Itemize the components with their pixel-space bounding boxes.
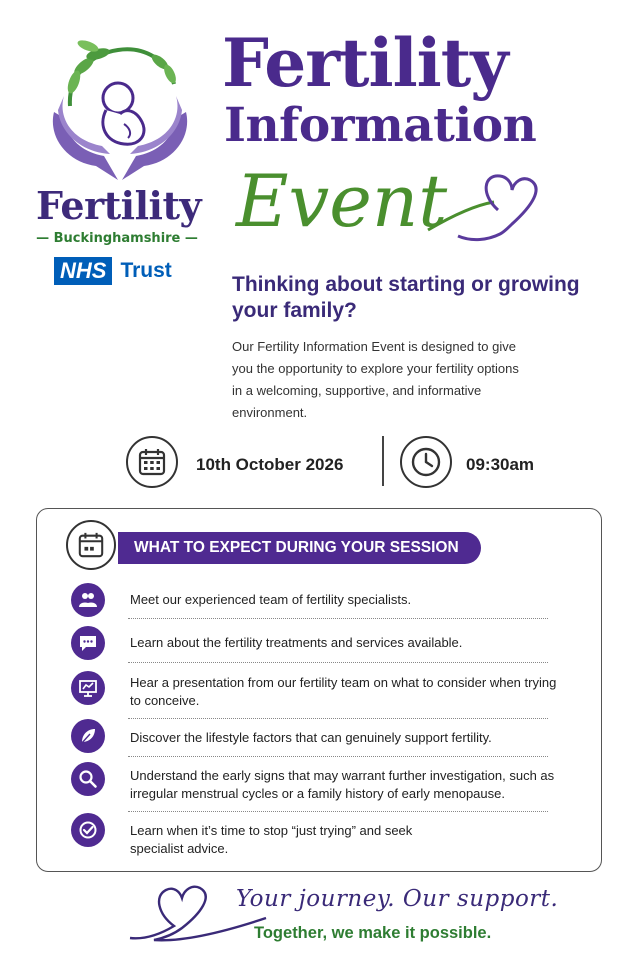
title-script-text: Event — [236, 159, 448, 243]
nhs-trust-logo — [54, 256, 172, 286]
magnifier-icon — [71, 762, 105, 796]
logo-subtitle: — Buckinghamshire — — [36, 231, 198, 246]
list-item-text: Discover the lifestyle factors that can genuinely support fertility. — [130, 730, 492, 745]
list-item-text: Learn about the fertility treatments and services available. — [130, 635, 463, 650]
logo-subtitle-text: Buckinghamshire — [53, 231, 181, 246]
clock-icon — [400, 436, 452, 488]
title-line-1: Fertility — [222, 24, 508, 102]
divider — [382, 436, 384, 486]
intro-body: Our Fertility Information Event is designed to give you the opportunity to explore your fertility options in a welcoming, supportive, and informative environment. — [232, 339, 519, 420]
logo-name: Fertility — [36, 183, 202, 228]
footer-script: Your journey. Our support. — [236, 886, 559, 912]
list-item-text: Meet our experienced team of fertility specialists. — [130, 592, 412, 607]
divider — [128, 662, 548, 663]
leaf-icon — [71, 719, 105, 753]
list-item-text: Hear a presentation from our fertility team on what to consider when trying to conceive. — [130, 675, 557, 708]
nhs-badge: NHS — [54, 257, 112, 285]
divider — [128, 756, 548, 757]
fertility-logo-icon — [40, 36, 200, 186]
footer-tagline: Together, we make it possible. — [254, 924, 492, 942]
event-date: 10th October 2026 — [196, 455, 344, 474]
divider — [128, 718, 548, 719]
divider — [128, 811, 548, 812]
session-heading: WHAT TO EXPECT DURING YOUR SESSION — [118, 532, 481, 564]
presentation-icon — [71, 671, 105, 705]
title-script — [232, 150, 550, 250]
team-icon — [71, 583, 105, 617]
divider — [128, 618, 548, 619]
calendar-icon — [66, 520, 116, 570]
list-item-text: Learn when it’s time to stop “just trying” and seek specialist advice. — [130, 823, 413, 856]
chat-icon — [71, 626, 105, 660]
list-item-text: Understand the early signs that may warrant further investigation, such as irregular menstrual cycles or a family history of early menopause. — [130, 768, 555, 801]
title-line-2: Information — [224, 98, 537, 153]
event-time: 09:30am — [466, 455, 535, 474]
intro-question: Thinking about starting or growing your family? — [232, 273, 580, 322]
checkmark-icon — [71, 813, 105, 847]
calendar-icon — [126, 436, 178, 488]
nhs-trust-label: Trust — [120, 259, 172, 282]
